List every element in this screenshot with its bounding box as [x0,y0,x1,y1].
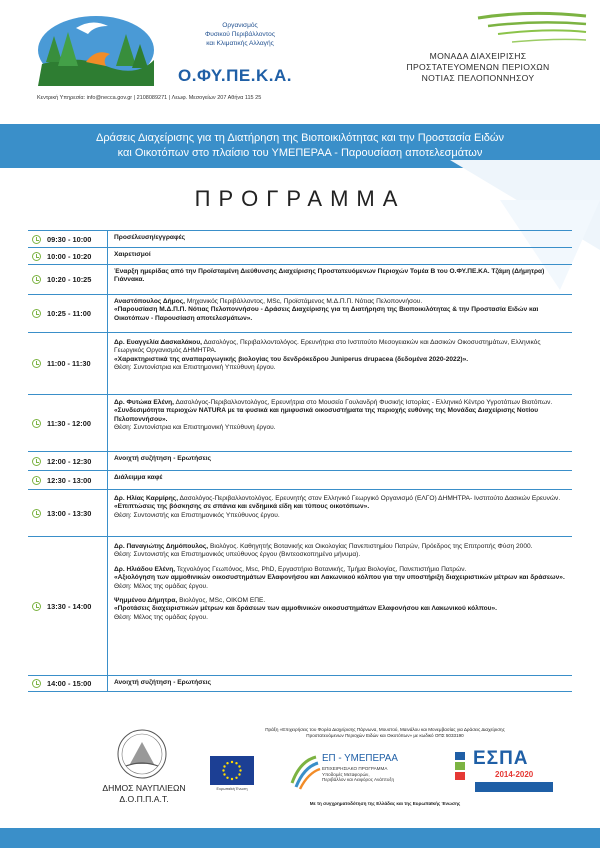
bottom-bar [0,828,600,848]
speaker-name: Δρ. Ηλίας Καρμίρης, [114,495,179,502]
schedule-table [28,230,572,692]
municipality-emblem [112,728,172,780]
time-cell: 10:20 - 10:25 [28,265,108,294]
desc-cell: Ανοιχτή συζήτηση - Ερωτήσεις [114,455,211,462]
project-reference: Πράξη «Επιχειρήσεις του Φορέα Διαχείρισης Πάρνωνα, Μουστού, Μαινάλου και Μονεμβασίας για Δράσεις Διαχείρισης Προστατευόμενων Περιοχών Ειδών και Οικοτόπων» με κωδικό ΟΠΣ 5033190 [265,727,505,738]
time-cell: 12:30 - 13:00 [28,471,108,489]
speaker-role: Δασολόγος, Περιβαλλοντολόγος. Ερευνήτρια στο Ινστιτούτο Μεσογειακών και Δασικών Οικοσυστημάτων, Ελληνικός Γεωργικός Οργανισμός ΔΗΜΗΤΡΑ. [114,339,541,355]
role-note: Θέση: Συντονιστής και Επιστημονικός Υπεύθυνος έργου. [114,511,280,519]
speaker-name: Δρ. Ηλιάδου Ελένη, [114,565,176,573]
speaker-name: Δρ. Ευαγγελία Δασκαλάκου, [114,339,202,346]
page-header [0,0,600,118]
schedule-row [28,230,572,247]
time-cell: 09:30 - 10:00 [28,231,108,247]
desc-cell: Ανοιχτή συζήτηση - Ερωτήσεις [114,679,211,686]
time-cell: 10:25 - 11:00 [28,295,108,332]
eu-flag-logo [210,756,254,785]
clock-icon [32,275,41,284]
schedule-row [28,489,572,536]
desc-cell: Προσέλευση/εγγραφές [114,234,186,241]
talk-title: «Χαρακτηριστικά της αναπαραγωγικής βιολογίας του δενδρόκεδρου Juniperus drupacea (δεδομένα 2020-2022)». [114,355,469,363]
role-note: Θέση: Συντονίστρια και Επιστημονική Υπεύθυνη έργου. [114,424,276,432]
desc-cell: Έναρξη ημερίδας από την Προϊσταμένη Διεύθυνσης Διαχείρισης Προστατευόμενων Περιοχών Τομέα Β του Ο.ΦΥ.ΠΕ.ΚΑ. Τζάμη (Δήμητρα) Γιάννακα. [114,268,545,284]
speaker-name: Ψημμένου Δήμητρα, [114,597,178,605]
time-cell: 14:00 - 15:00 [28,676,108,691]
schedule-row [28,470,572,489]
desc-cell: Διάλειμμα καφέ [114,474,163,481]
role-note: Θέση: Συντονίστρια και Επιστημονική Υπεύθυνη έργου. [114,364,276,372]
banner-line-2: και Οικοτόπων στο πλαίσιο του ΥΜΕΠΕΡΑΑ - Παρουσίαση αποτελεσμάτων [117,147,483,159]
talk-title: «Επιπτώσεις της βόσκησης σε σπάνια και ενδημικά είδη και τύπους οικοτόπων». [114,503,370,511]
clock-icon [32,235,41,244]
desc-cell [108,537,572,675]
clock-icon [32,457,41,466]
speaker-name: Αναστόπουλος Δήμος, [114,298,185,305]
speaker-name: Δρ. Φυτώκα Ελένη, [114,399,174,406]
clock-icon [32,419,41,428]
talk-title: «Συνδεσιμότητα περιοχών NATURA με τα φυσικά και ημιφυσικά οικοσυστήματα της περιοχής ευθύνης της Μονάδας Διαχείρισης Νοτίου Πελοποννήσου». [114,407,539,423]
speaker-role: Μηχανικός Περιβάλλοντος, MSc, Προϊστάμενος Μ.Δ.Π.Π. Νότιας Πελοποννήσου. [185,298,423,305]
espa-name: ΕΣΠΑ [473,748,529,769]
clock-icon [32,509,41,518]
municipality-name: ΔΗΜΟΣ ΝΑΥΠΛΙΕΩΝ Δ.Ο.Π.Π.Α.Τ. [102,783,186,804]
clock-icon [32,252,41,261]
schedule-row [28,394,572,451]
time-cell: 13:00 - 13:30 [28,490,108,536]
speaker-role: Δασολόγος-Περιβαλλοντολόγος, Ερευνήτρια στο Μουσείο Γουλανδρή Φυσικής Ιστορίας - Ελληνικό Κέντρο Υγροτόπων Βιοτόπων. [173,399,553,406]
schedule-row [28,675,572,692]
decorative-brush-lines [468,10,588,50]
org-acronym: Ο.ΦΥ.ΠΕ.Κ.Α. [178,66,292,85]
espa-logo [455,746,555,796]
speaker-name: Δρ. Παναγιώτης Δημόπουλος, [114,543,209,550]
clock-icon [32,309,41,318]
management-unit-name: ΜΟΝΑΔΑ ΔΙΑΧΕΙΡΙΣΗΣ ΠΡΟΣΤΑΤΕΥΟΜΕΝΩΝ ΠΕΡΙΟΧΩΝ ΝΟΤΙΑΣ ΠΕΛΟΠΟΝΝΗΣΟΥ [406,51,550,84]
speaker-role: Τεχνολόγος Γεωπόνος, Msc, PhD, Εργαστήριο Βοτανικής, Τμήμα Βιολογίας, Πανεπιστήμιο Πατρών. [175,565,467,573]
desc-cell [108,333,572,394]
espa-years: 2014-2020 [495,770,534,779]
role-note: Θέση: Μέλος της ομάδας έργου. [114,613,208,621]
program-title: ΠΡΟΓΡΑΜΜΑ [194,186,406,211]
speaker-role: Δασολόγος-Περιβαλλοντολόγος. Ερευνητής στον Ελληνικό Γεωργικό Οργανισμό (ΕΛΓΟ) ΔΗΜΗΤΡΑ- Ινστιτούτο Δασικών Ερευνών. [178,495,561,502]
desc-cell [108,295,572,332]
time-cell: 10:00 - 10:20 [28,248,108,264]
time-cell: 11:00 - 11:30 [28,333,108,394]
time-cell: 13:30 - 14:00 [28,537,108,675]
speaker-role: Βιολόγος, MSc, OIKOM ΕΠΕ. [177,597,266,605]
schedule-row [28,332,572,394]
time-cell: 11:30 - 12:00 [28,395,108,451]
necca-logo [36,14,156,86]
clock-icon [32,602,41,611]
cofinancing-note: Με τη συγχρηματοδότηση της Ελλάδας και της Ευρωπαϊκής Ένωσης [309,801,461,806]
ep-title: ΕΠ - ΥΜΕΠΕΡΑΑ [322,753,398,764]
clock-icon [32,359,41,368]
org-full-name: Οργανισμός Φυσικού Περιβάλλοντος και Κλιματικής Αλλαγής [204,22,276,48]
schedule-row [28,536,572,675]
schedule-row [28,264,572,294]
schedule-row [28,451,572,470]
speaker-role: Βιολόγος. Καθηγητής Βοτανικής και Οικολογίας Πανεπιστημίου Πατρών, Πρόεδρος της Επιτροπής Φύση 2000. [208,543,533,550]
desc-cell [108,395,572,451]
clock-icon [32,476,41,485]
talk-title: «Αξιολόγηση των αμμοθινικών οικοσυστημάτων Ελαφονήσου και Λακωνικού κόλπου για την υποστήριξη διαχειριστικών μέτρων και δράσεων». [114,574,565,582]
role-note: Θέση: Συντονιστής και Επιστημονικός υπεύθυνος έργου (Βιντεοσκοπημένο μήνυμα). [114,551,361,559]
role-note: Θέση: Μέλος της ομάδας έργου. [114,582,208,590]
time-cell: 12:00 - 12:30 [28,452,108,470]
talk-title: «Προτάσεις διαχειριστικών μέτρων και δράσεων των αμμοθινικών οικοσυστημάτων Ελαφονήσου και Λακωνικού κόλπου». [114,605,497,613]
clock-icon [32,679,41,688]
eu-caption: Ευρωπαϊκή Ένωση [216,787,248,791]
ep-subtitle: ΕΠΙΧΕΙΡΗΣΙΑΚΟ ΠΡΟΓΡΑΜΜΑ Υποδομές Μεταφορών, Περιβάλλον και Αειφόρος Ανάπτυξη [322,766,395,783]
schedule-row [28,294,572,332]
talk-title: «Παρουσίαση Μ.Δ.Π.Π. Νότιας Πελοποννήσου - Δράσεις Διαχείρισης για τη Διατήρηση της Βιοποικιλότητας & την Προστασία Ειδών και Οικοτόπων - Παρουσίαση αποτελεσμάτων». [114,306,539,322]
banner-line-1: Δράσεις Διαχείρισης για τη Διατήρηση της Βιοποικιλότητας και την Προστασία Ειδών [95,132,505,144]
desc-cell: Χαιρετισμοί [114,251,151,258]
contact-info: Κεντρική Υπηρεσία: info@necca.gov.gr | 2108089271 | Λεωφ. Μεσογείων 207 Αθήνα 115 25 [37,95,262,101]
desc-cell [108,490,572,536]
schedule-row [28,247,572,264]
